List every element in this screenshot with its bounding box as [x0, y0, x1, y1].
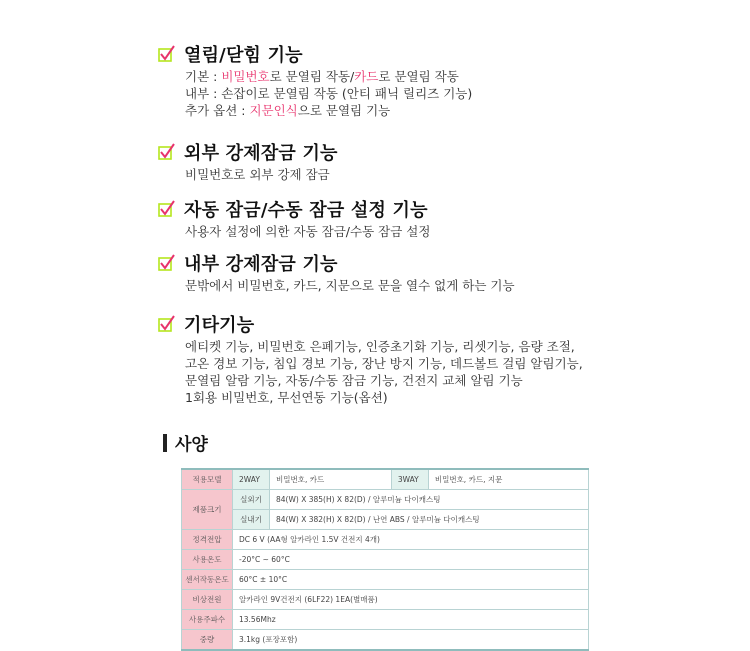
description-line [185, 166, 338, 183]
description-text: 문밖에서 비밀번호, 카드, 지문으로 문을 열수 없게 하는 기능 [185, 278, 515, 293]
row-label: 중량 [182, 630, 233, 651]
description-text: 사용자 설정에 의한 자동 잠금/수동 잠금 설정 [185, 224, 431, 239]
spec-title: 사양 [175, 435, 208, 455]
model-3way: 3WAY [391, 469, 428, 490]
description-line [185, 355, 583, 372]
voltage-value: DC 6 V (AA형 알카라인 1.5V 건전지 4개) [233, 530, 589, 550]
feature-title: 기타기능 [184, 315, 255, 336]
emergency-value: 알카라인 9V건전지 (6LF22) 1EA(별매품) [233, 590, 589, 610]
table-row [182, 550, 589, 570]
row-label: 적용모델 [182, 469, 233, 490]
table-row [182, 610, 589, 630]
description-line [185, 68, 472, 85]
spec-heading [163, 430, 208, 455]
row-label: 비상전원 [182, 590, 233, 610]
row-label: 정격전압 [182, 530, 233, 550]
table-row [182, 590, 589, 610]
freq-value: 13.56Mhz [233, 610, 589, 630]
feature-internal-lock [158, 249, 515, 294]
description-text: 문열림 알람 기능, 자동/수동 잠금 기능, 건전지 교체 알림 기능 [185, 373, 523, 388]
highlight-text: 지문인식 [249, 103, 298, 118]
feature-title: 자동 잠금/수동 잠금 설정 기능 [184, 200, 428, 221]
description-text: 내부 : 손잡이로 문열림 작동 (안티 패닉 릴리즈 기능) [185, 86, 473, 101]
row-label: 사용온도 [182, 550, 233, 570]
table-row [182, 469, 589, 490]
checkmark-icon [158, 45, 176, 63]
feature-title: 열림/닫힘 기능 [184, 45, 303, 66]
checkmark-icon [158, 254, 176, 272]
feature-etc [158, 310, 583, 406]
description-text: 1회용 비밀번호, 무선연동 기능(옵션) [185, 390, 388, 405]
description-line [185, 223, 430, 240]
feature-external-lock [158, 138, 338, 183]
feature-description [185, 338, 583, 406]
table-row [182, 510, 589, 530]
highlight-text: 비밀번호 [221, 69, 270, 84]
feature-description [185, 223, 430, 240]
checkmark-icon [158, 200, 176, 218]
sensor-temp-value: 60°C ± 10°C [233, 570, 589, 590]
checkmark-icon [158, 315, 176, 333]
description-text: 에티켓 기능, 비밀번호 은폐기능, 인증초기화 기능, 리셋기능, 음량 조절, [185, 339, 575, 354]
row-label: 사용주파수 [182, 610, 233, 630]
feature-title: 외부 강제잠금 기능 [184, 143, 338, 164]
feature-title: 내부 강제잠금 기능 [184, 254, 338, 275]
feature-description [185, 277, 515, 294]
description-text: 기본 : [185, 69, 222, 84]
size-inner-value: 84(W) X 382(H) X 82(D) / 난연 ABS / 알루미늄 다이캐스팅 [270, 510, 589, 530]
size-outer-label: 실외기 [233, 490, 270, 510]
description-line [185, 338, 583, 355]
weight-value: 3.1kg (포장포함) [233, 630, 589, 651]
model-3way-desc: 비밀번호, 카드, 지문 [428, 469, 588, 490]
description-line [185, 372, 583, 389]
highlight-text: 카드 [354, 69, 379, 84]
model-2way: 2WAY [233, 469, 270, 490]
feature-description [185, 166, 338, 183]
heading-bar [163, 434, 167, 452]
description-line [185, 85, 472, 102]
model-2way-desc: 비밀번호, 카드 [270, 469, 392, 490]
spec-table [181, 468, 589, 651]
description-line [185, 389, 583, 406]
temp-value: -20°C ~ 60°C [233, 550, 589, 570]
checkmark-icon [158, 143, 176, 161]
feature-open-close [158, 40, 472, 119]
table-row [182, 530, 589, 550]
description-text: 추가 옵션 : [185, 103, 250, 118]
description-line [185, 102, 472, 119]
description-text: 로 문열림 작동 [378, 69, 459, 84]
row-label: 센서작동온도 [182, 570, 233, 590]
description-text: 고온 경보 기능, 침입 경보 기능, 장난 방지 기능, 데드볼트 걸림 알림기능, [185, 356, 583, 371]
description-text: 비밀번호로 외부 강제 잠금 [185, 167, 330, 182]
table-row [182, 630, 589, 651]
feature-description [185, 68, 472, 119]
size-outer-value: 84(W) X 385(H) X 82(D) / 알루미늄 다이캐스팅 [270, 490, 589, 510]
table-row [182, 490, 589, 510]
description-text: 으로 문열림 기능 [297, 103, 391, 118]
description-line [185, 277, 515, 294]
table-row [182, 570, 589, 590]
feature-auto-manual-lock [158, 195, 430, 240]
description-text: 로 문열림 작동/ [269, 69, 355, 84]
row-label: 제품크기 [182, 490, 233, 530]
size-inner-label: 실내기 [233, 510, 270, 530]
